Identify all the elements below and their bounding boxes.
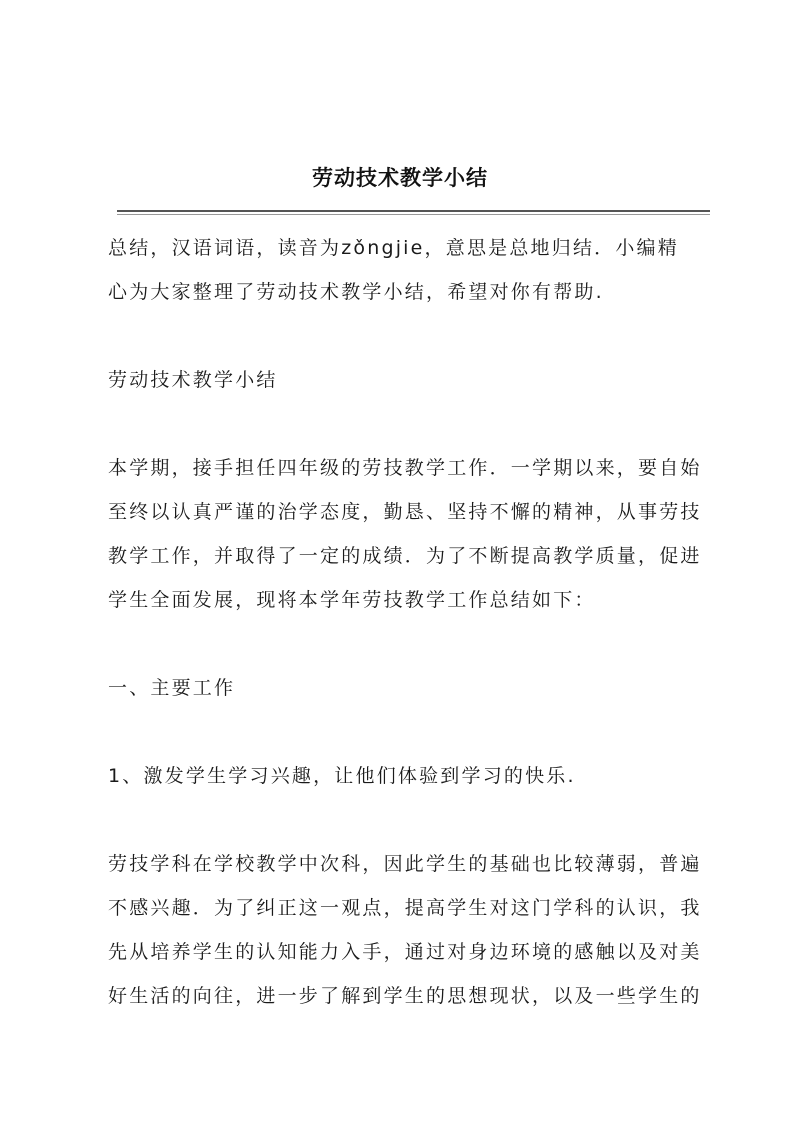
document-title: 劳动技术教学小结 <box>312 165 488 190</box>
numbered-item-heading <box>108 754 720 798</box>
text-line: 至终以认真严谨的治学态度，勤恳、坚持不懈的精神，从事劳技 <box>108 501 702 523</box>
section-heading <box>108 358 720 402</box>
text-line: 总结，汉语词语，读音为zǒngjie，意思是总地归结．小编精 <box>108 237 679 259</box>
text-line: 劳动技术教学小结 <box>108 369 278 391</box>
text-line: 一、主要工作 <box>108 677 236 699</box>
text-line: 先从培养学生的认知能力入手，通过对身边环境的感触以及对美 <box>108 941 702 963</box>
text-line: 好生活的向往，进一步了解到学生的思想现状，以及一些学生的 <box>108 985 702 1007</box>
text-line: 心为大家整理了劳动技术教学小结，希望对你有帮助. <box>108 281 604 303</box>
text-line: 教学工作，并取得了一定的成绩．为了不断提高教学质量，促进 <box>108 545 702 567</box>
intro-paragraph <box>108 226 720 314</box>
document-body <box>108 226 720 1062</box>
text-line: 1、激发学生学习兴趣，让他们体验到学习的快乐. <box>108 765 576 787</box>
subsection-heading <box>108 666 720 710</box>
body-paragraph <box>108 446 720 622</box>
text-line: 本学期，接手担任四年级的劳技教学工作．一学期以来，要自始 <box>108 457 702 479</box>
body-paragraph <box>108 842 720 1018</box>
title-divider <box>117 210 710 212</box>
text-line: 劳技学科在学校教学中次科，因此学生的基础也比较薄弱，普遍 <box>108 853 702 875</box>
text-line: 学生全面发展，现将本学年劳技教学工作总结如下： <box>108 589 596 611</box>
text-line: 不感兴趣．为了纠正这一观点，提高学生对这门学科的认识，我 <box>108 897 702 919</box>
